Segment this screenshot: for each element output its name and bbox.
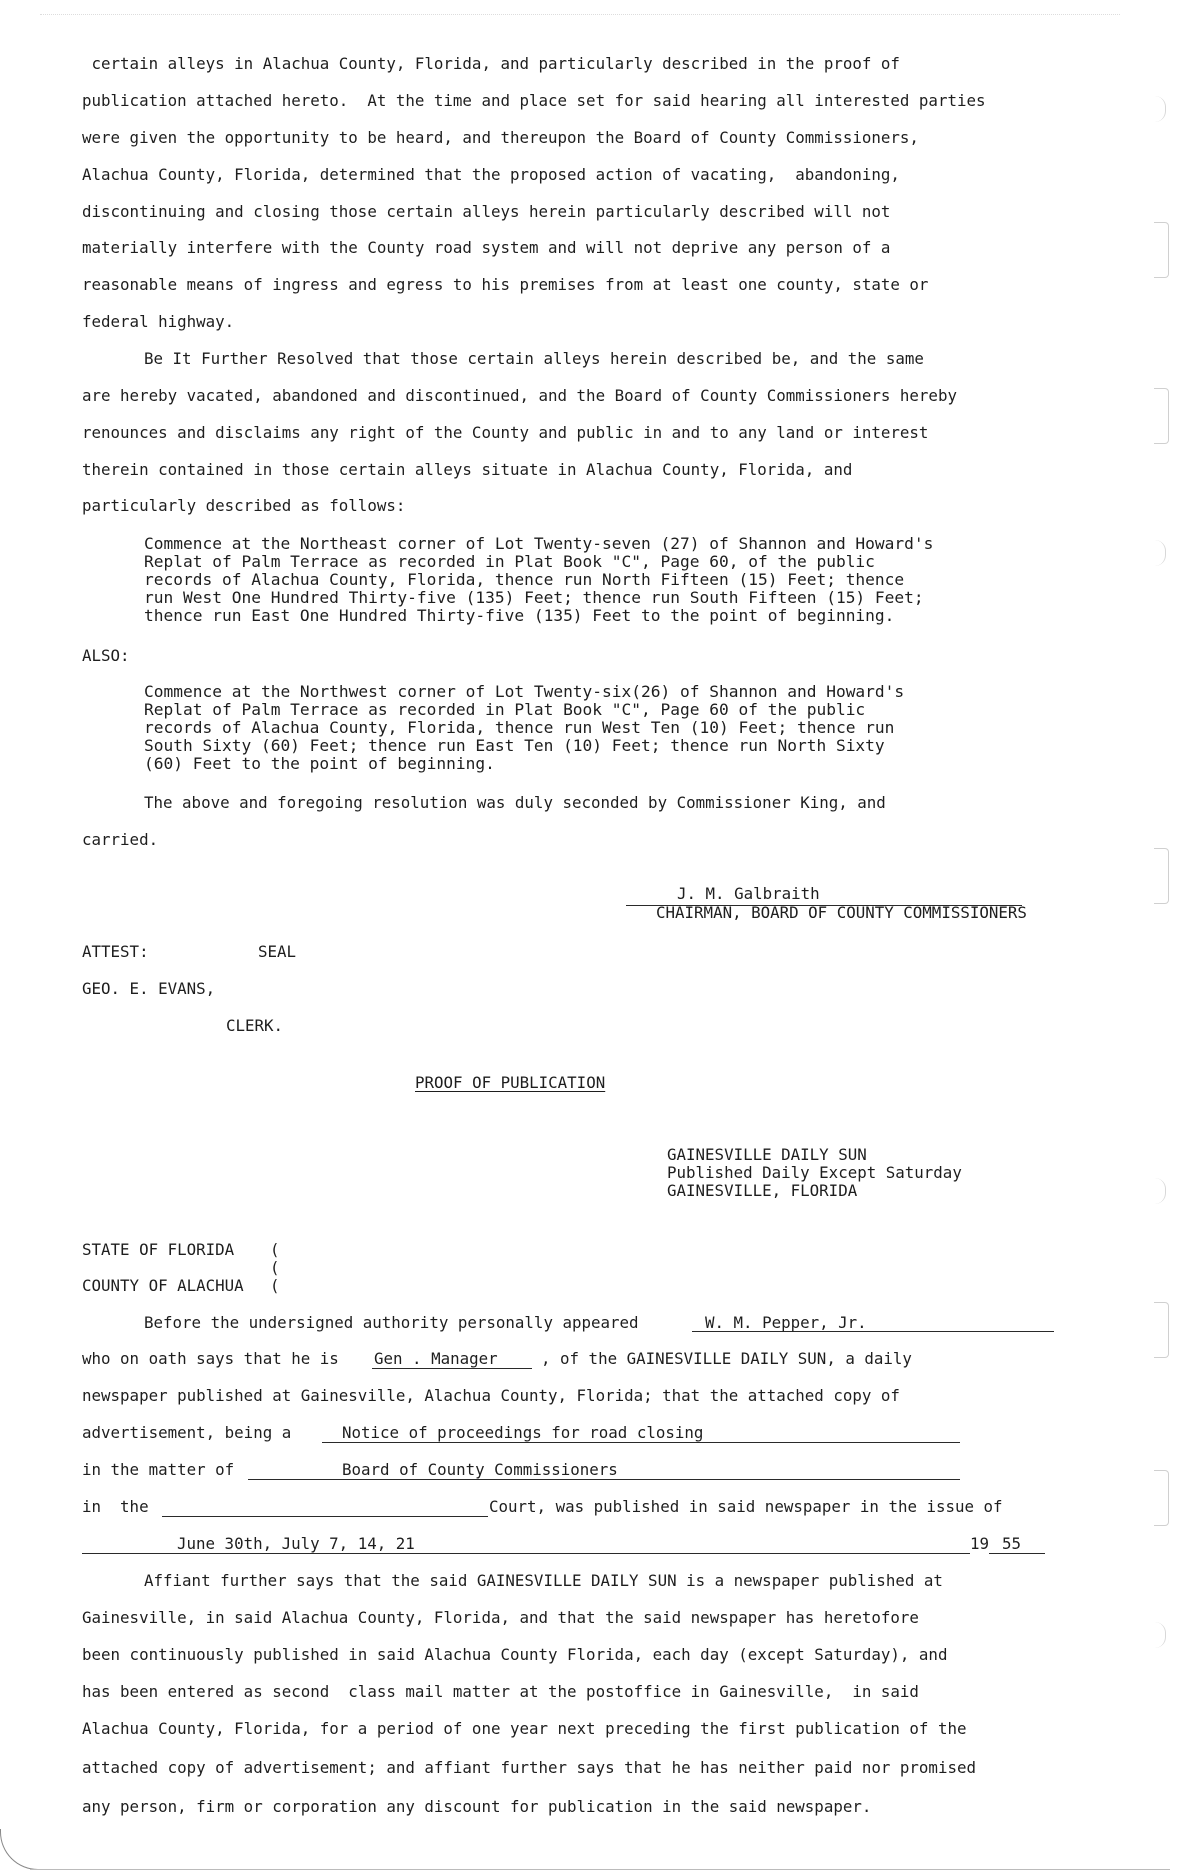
text-line: has been entered as second class mail matter at the postoffice in Gainesville, in said <box>82 1682 919 1701</box>
text-line: particularly described as follows: <box>82 496 406 515</box>
text-line: been continuously published in said Alachua County Florida, each day (except Saturday), and <box>82 1645 948 1664</box>
county-label: COUNTY OF ALACHUA <box>82 1276 244 1295</box>
oath-line-suffix: , of the GAINESVILLE DAILY SUN, a daily <box>541 1349 912 1368</box>
binder-hole-mark <box>1155 1622 1166 1648</box>
appearance-line: Before the undersigned authority personally appeared <box>144 1313 639 1332</box>
court-line-suffix: Court, was published in said newspaper in the issue of <box>489 1497 1003 1516</box>
text-line: newspaper published at Gainesville, Alachua County, Florida; that the attached copy of <box>82 1386 900 1405</box>
newspaper-schedule: Published Daily Except Saturday <box>667 1163 962 1182</box>
matter-name: Board of County Commissioners <box>342 1460 618 1479</box>
court-line-prefix: in the <box>82 1497 149 1516</box>
binder-hole <box>1154 848 1169 904</box>
text-line: federal highway. <box>82 312 235 331</box>
affiant-position: Gen . Manager <box>374 1349 498 1368</box>
year-prefix: 19 <box>970 1534 990 1553</box>
text-line: Affiant further says that the said GAINESVILLE DAILY SUN is a newspaper published at <box>144 1571 943 1590</box>
text-line: renounces and disclaims any right of the County and public in and to any land or interest <box>82 423 929 442</box>
binder-hole <box>1154 1302 1169 1358</box>
binder-hole <box>1154 1470 1169 1526</box>
text-line: Alachua County, Florida, for a period of one year next preceding the first publication of the <box>82 1719 967 1738</box>
text-line: attached copy of advertisement; and affiant further says that he has neither paid nor promised <box>82 1758 976 1777</box>
text-line: any person, firm or corporation any discount for publication in the said newspaper. <box>82 1797 872 1816</box>
venue-bracket: ( <box>270 1276 280 1295</box>
matter-line-prefix: in the matter of <box>82 1460 235 1479</box>
oath-line-prefix: who on oath says that he is <box>82 1349 339 1368</box>
binder-hole-mark <box>1155 1178 1166 1204</box>
clerk-name: GEO. E. EVANS, <box>82 979 216 998</box>
state-label: STATE OF FLORIDA <box>82 1240 235 1259</box>
publication-dates: June 30th, July 7, 14, 21 <box>177 1534 415 1553</box>
carried-line: carried. <box>82 830 159 849</box>
attest-label: ATTEST: <box>82 942 149 961</box>
binder-hole <box>1154 388 1169 444</box>
newspaper-name: GAINESVILLE DAILY SUN <box>667 1145 867 1164</box>
binder-hole-mark <box>1155 96 1166 122</box>
also-label: ALSO: <box>82 646 130 665</box>
newspaper-city: GAINESVILLE, FLORIDA <box>667 1181 858 1200</box>
seal-label: SEAL <box>258 942 297 961</box>
property-description-2: Commence at the Northwest corner of Lot Twenty-six(26) of Shannon and Howard's Replat of Palm Terrace as recorded in Plat Book "C", Page 60 of the public records of Alachua County, Florida, thence run West Ten (10) Feet; thence run South Sixty (60) Feet; thence run East Ten (10) Feet; thence run North Sixty (60) Feet to the point of beginning. <box>144 682 905 773</box>
court-blank <box>162 1516 488 1517</box>
text-line: discontinuing and closing those certain alleys herein particularly described will not <box>82 202 891 221</box>
text-line: were given the opportunity to be heard, and thereupon the Board of County Commissioners, <box>82 128 919 147</box>
affiant-name: W. M. Pepper, Jr. <box>705 1313 867 1332</box>
text-line: Gainesville, in said Alachua County, Florida, and that the said newspaper has heretofore <box>82 1608 919 1627</box>
venue-bracket: ( <box>270 1258 280 1277</box>
text-line: Be It Further Resolved that those certain alleys herein described be, and the same <box>144 349 924 368</box>
proof-heading: PROOF OF PUBLICATION <box>415 1073 606 1092</box>
advertisement-type: Notice of proceedings for road closing <box>342 1423 704 1442</box>
text-line: materially interfere with the County road system and will not deprive any person of a <box>82 238 891 257</box>
page-top-edge <box>40 14 1120 15</box>
text-line: therein contained in those certain alleys situate in Alachua County, Florida, and <box>82 460 853 479</box>
seconded-line: The above and foregoing resolution was duly seconded by Commissioner King, and <box>144 793 886 812</box>
chairman-title: CHAIRMAN, BOARD OF COUNTY COMMISSIONERS <box>656 903 1027 922</box>
property-description-1: Commence at the Northeast corner of Lot Twenty-seven (27) of Shannon and Howard's Replat of Palm Terrace as recorded in Plat Book "C", Page 60, of the public records of Alachua County, Florida, thence run North Fifteen (15) Feet; thence run West One Hundred Thirty-five (135) Feet; thence run South Fifteen (15) Feet; thence run East One Hundred Thirty-five (135) Feet to the point of beginning. <box>144 534 934 625</box>
venue-bracket: ( <box>270 1240 280 1259</box>
page-corner <box>0 1829 41 1870</box>
binder-hole <box>1154 222 1169 278</box>
advertisement-line-prefix: advertisement, being a <box>82 1423 292 1442</box>
clerk-title: CLERK. <box>226 1016 284 1035</box>
text-line: are hereby vacated, abandoned and discontinued, and the Board of County Commissioners hereby <box>82 386 957 405</box>
text-line: Alachua County, Florida, determined that the proposed action of vacating, abandoning, <box>82 165 900 184</box>
text-line: reasonable means of ingress and egress to his premises from at least one county, state or <box>82 275 929 294</box>
binder-hole-mark <box>1155 540 1166 566</box>
chairman-name: J. M. Galbraith <box>677 884 820 903</box>
publication-year: 55 <box>1002 1534 1022 1553</box>
text-line: certain alleys in Alachua County, Florida, and particularly described in the proof of <box>82 54 900 73</box>
text-line: publication attached hereto. At the time and place set for said hearing all interested parties <box>82 91 986 110</box>
